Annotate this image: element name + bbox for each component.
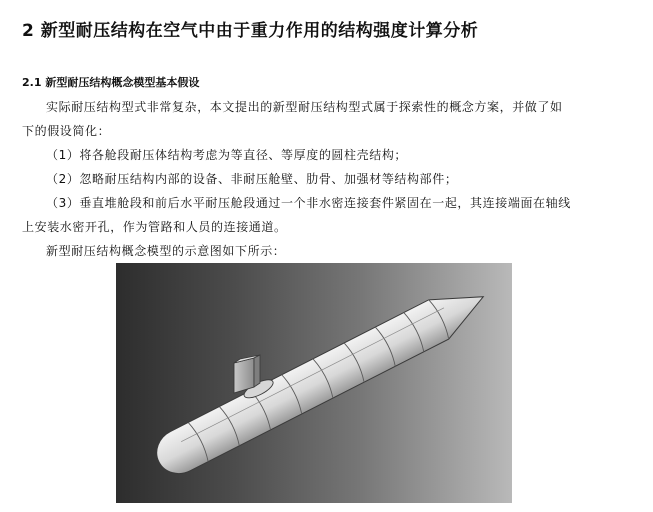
figure-intro-text: 新型耐压结构概念模型的示意图如下所示： <box>46 244 286 258</box>
assumption-item-2: （2）忽略耐压结构内部的设备、非耐压舱壁、肋骨、加强材等结构部件； <box>46 172 458 186</box>
paragraph-intro-line2: 下的假设简化： <box>22 124 111 138</box>
section-title: 2 新型耐压结构在空气中由于重力作用的结构强度计算分析 <box>22 21 479 41</box>
assumption-item-3-line2: 上安装水密开孔，作为管路和人员的连接通道。 <box>22 220 287 234</box>
submarine-model-icon <box>116 263 512 503</box>
assumption-item-1: （1）将各舱段耐压体结构考虑为等直径、等厚度的圆柱壳结构； <box>46 148 408 162</box>
paragraph-intro-line1: 实际耐压结构型式非常复杂，本文提出的新型耐压结构型式属于探索性的概念方案，并做了如 <box>46 100 563 114</box>
pressure-hull-model-figure <box>116 263 512 503</box>
hull-group <box>147 274 493 482</box>
assumption-item-3-line1: （3）垂直堆舱段和前后水平耐压舱段通过一个非水密连接套件紧固在一起，其连接端面在轴线 <box>46 196 571 210</box>
subsection-title: 2.1 新型耐压结构概念模型基本假设 <box>22 76 200 89</box>
